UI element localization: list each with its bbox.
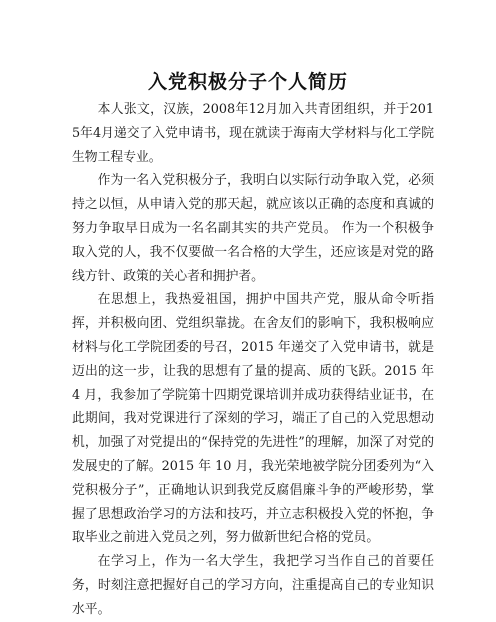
paragraph-intro: 本人张文，汉族，2008年12月加入共青团组织，并于2015年4月递交了入党申请书，现在就读于海南大学材料与化工学院生物工程专业。: [72, 102, 434, 165]
paragraph-motivation: 作为一名入党积极分子，我明白以实际行动争取入党，必须持之以恒，从申请入党的那天起，就应该以正确的态度和真诚的努力争取早日成为一名名副其实的共产党员。 作为一个积极争取入党的人，我不仅要做一名合格的大学生，还应该是对党的路线方针、政策的关心者和拥护者。: [72, 173, 434, 284]
document-body: [72, 98, 434, 622]
paragraph-study: 在学习上，作为一名大学生，我把学习当作自己的首要任务，时刻注意把握好自己的学习方向，注重提高自己的专业知识水平。: [72, 554, 434, 617]
paragraph-ideology: 在思想上，我热爱祖国，拥护中国共产党，服从命令听指挥，并积极向团、党组织靠拢。在舍友们的影响下，我积极响应材料与化工学院团委的号召，2015 年递交了入党申请书，就是迈出的这一步，让我的思想有了量的提高、质的飞跃。2015 年 4 月，我参加了学院第十四期党课培训并成功获得结业证书，在此期间，我对党课进行了深刻的学习，端正了自己的入党思想动机，加强了对党提出的“保持党的先进性”的理解，加深了对党的发展史的了解。2015 年 10 月，我光荣地被学院分团委列为“入党积极分子”，正确地认识到我党反腐倡廉斗争的严峻形势，掌握了思想政治学习的方法和技巧，并立志积极投入党的怀抱，争取毕业之前进入党员之列，努力做新世纪合格的党员。: [72, 292, 434, 546]
document-title: 入党积极分子个人简历: [147, 71, 348, 93]
